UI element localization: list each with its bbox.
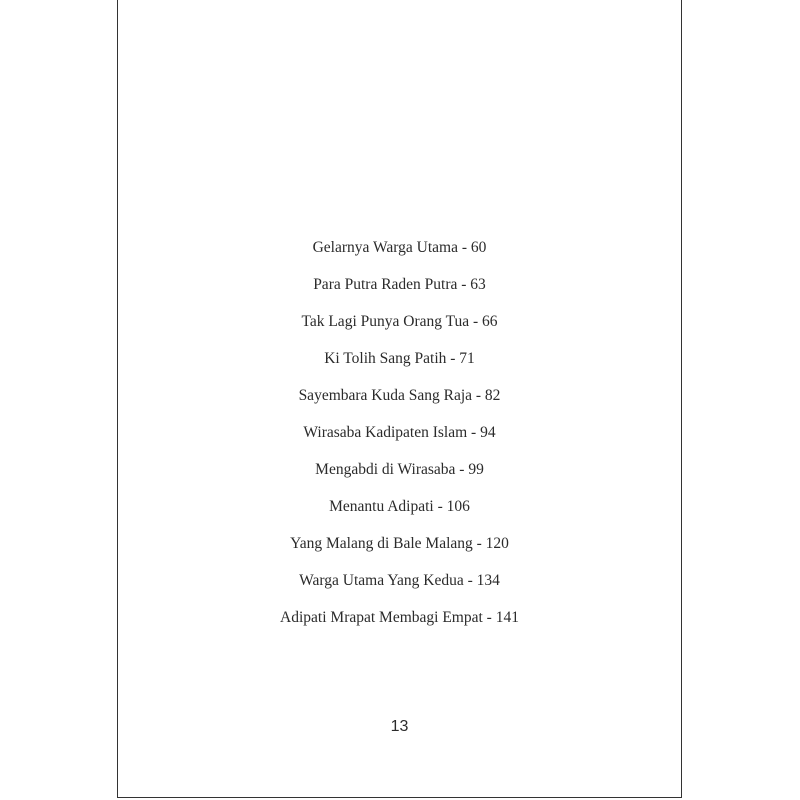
toc-entry: Gelarnya Warga Utama - 60 xyxy=(312,239,487,256)
toc-entry: Menantu Adipati - 106 xyxy=(329,498,470,515)
toc-entry: Ki Tolih Sang Patih - 71 xyxy=(324,350,475,367)
toc-entry: Sayembara Kuda Sang Raja - 82 xyxy=(298,387,501,404)
book-page xyxy=(117,0,682,798)
toc-entry: Warga Utama Yang Kedua - 134 xyxy=(299,572,500,589)
toc-entry: Mengabdi di Wirasaba - 99 xyxy=(315,461,484,478)
toc-entry: Tak Lagi Punya Orang Tua - 66 xyxy=(301,313,498,330)
page-number: 13 xyxy=(390,718,409,735)
toc-entry: Yang Malang di Bale Malang - 120 xyxy=(290,535,509,552)
table-of-contents xyxy=(118,235,681,642)
toc-entry: Wirasaba Kadipaten Islam - 94 xyxy=(303,424,496,441)
toc-entry: Adipati Mrapat Membagi Empat - 141 xyxy=(280,609,519,626)
toc-entry: Para Putra Raden Putra - 63 xyxy=(313,276,486,293)
